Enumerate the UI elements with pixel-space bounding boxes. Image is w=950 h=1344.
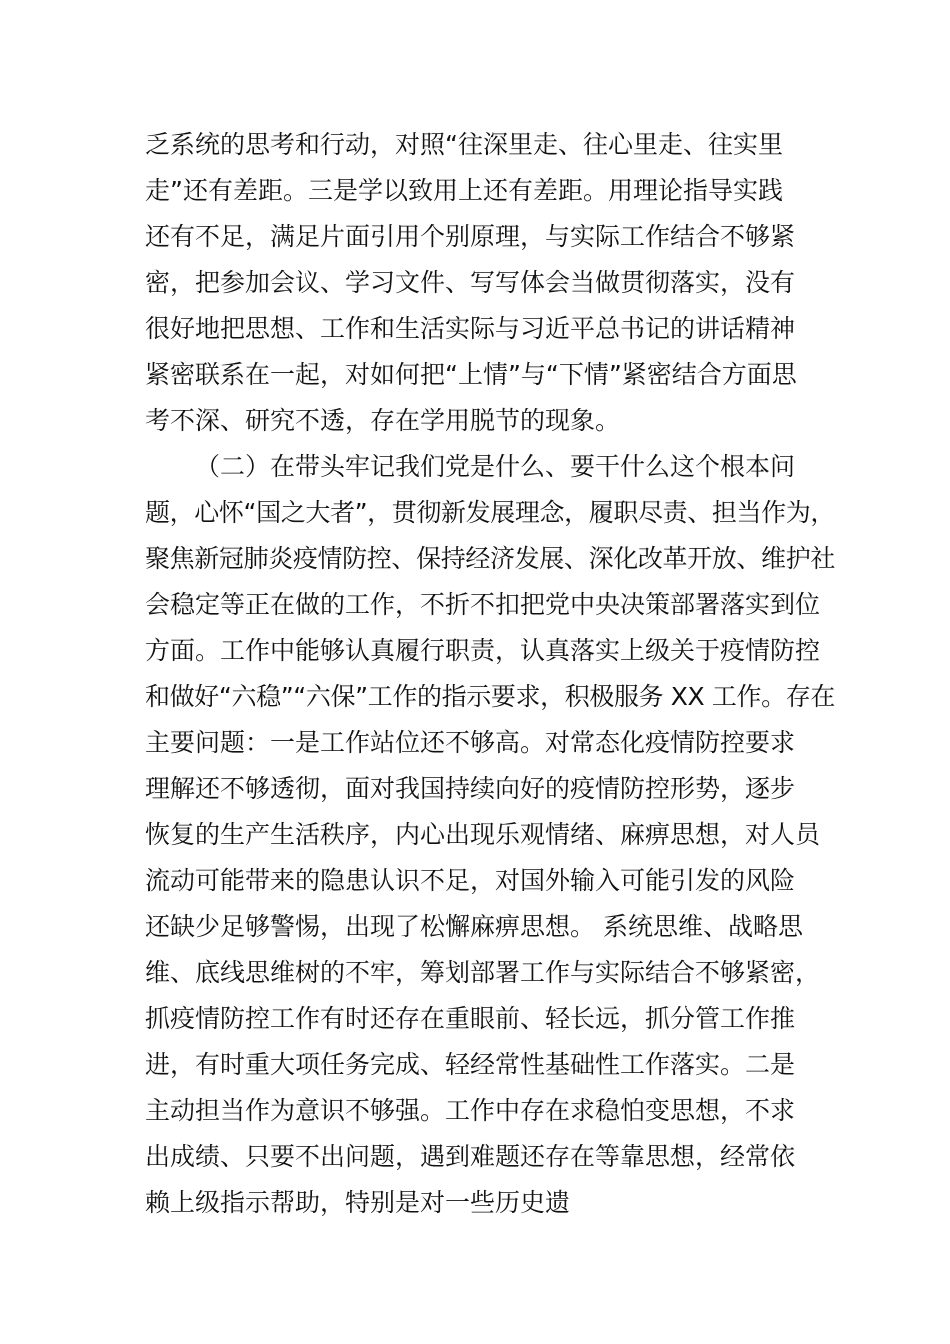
text-line: 考不深、研究不透，存在学用脱节的现象。 <box>145 406 621 435</box>
text-line: 乏系统的思考和行动，对照“往深里走、往心里走、往实里 <box>145 130 783 159</box>
text-line: 还有不足，满足片面引用个别原理，与实际工作结合不够紧 <box>145 222 796 251</box>
text-line: 抓疫情防控工作有时还存在重眼前、轻长远，抓分管工作推 <box>145 1004 796 1033</box>
text-line: 走”还有差距。三是学以致用上还有差距。用理论指导实践 <box>145 176 783 205</box>
text-line: 和做好“六稳”“六保”工作的指示要求，积极服务 XX 工作。存在 <box>145 682 835 711</box>
text-line: 主动担当作为意识不够强。工作中存在求稳怕变思想，不求 <box>145 1096 796 1125</box>
text-line: 流动可能带来的隐患认识不足，对国外输入可能引发的风险 <box>145 866 796 895</box>
text-line: 会稳定等正在做的工作，不折不扣把党中央决策部署落实到位 <box>145 590 821 619</box>
text-line: 维、底线思维树的不牢，筹划部署工作与实际结合不够紧密， <box>145 958 821 987</box>
text-line: 很好地把思想、工作和生活实际与习近平总书记的讲话精神 <box>145 314 796 343</box>
text-line: 进，有时重大项任务完成、轻经常性基础性工作落实。二是 <box>145 1050 796 1079</box>
text-line: 还缺少足够警惕，出现了松懈麻痹思想。 系统思维、战略思 <box>145 912 803 941</box>
text-line: 方面。工作中能够认真履行职责，认真落实上级关于疫情防控 <box>145 636 821 665</box>
text-line: 主要问题：一是工作站位还不够高。对常态化疫情防控要求 <box>145 728 796 757</box>
text-line: 恢复的生产生活秩序，内心出现乐观情绪、麻痹思想，对人员 <box>145 820 821 849</box>
text-line: （二）在带头牢记我们党是什么、要干什么这个根本问 <box>195 452 796 481</box>
text-line: 密，把参加会议、学习文件、写写体会当做贯彻落实，没有 <box>145 268 796 297</box>
text-line: 聚焦新冠肺炎疫情防控、保持经济发展、深化改革开放、维护社 <box>145 544 835 573</box>
body-text <box>145 122 835 1226</box>
text-line: 赖上级指示帮助，特别是对一些历史遗 <box>145 1188 571 1217</box>
text-line: 理解还不够透彻，面对我国持续向好的疫情防控形势，逐步 <box>145 774 796 803</box>
text-line: 紧密联系在一起，对如何把“上情”与“下情”紧密结合方面思 <box>145 360 797 389</box>
text-line: 出成绩、只要不出问题，遇到难题还存在等靠思想，经常依 <box>145 1142 796 1171</box>
text-line: 题，心怀“国之大者”，贯彻新发展理念，履职尽责、担当作为， <box>145 498 835 527</box>
